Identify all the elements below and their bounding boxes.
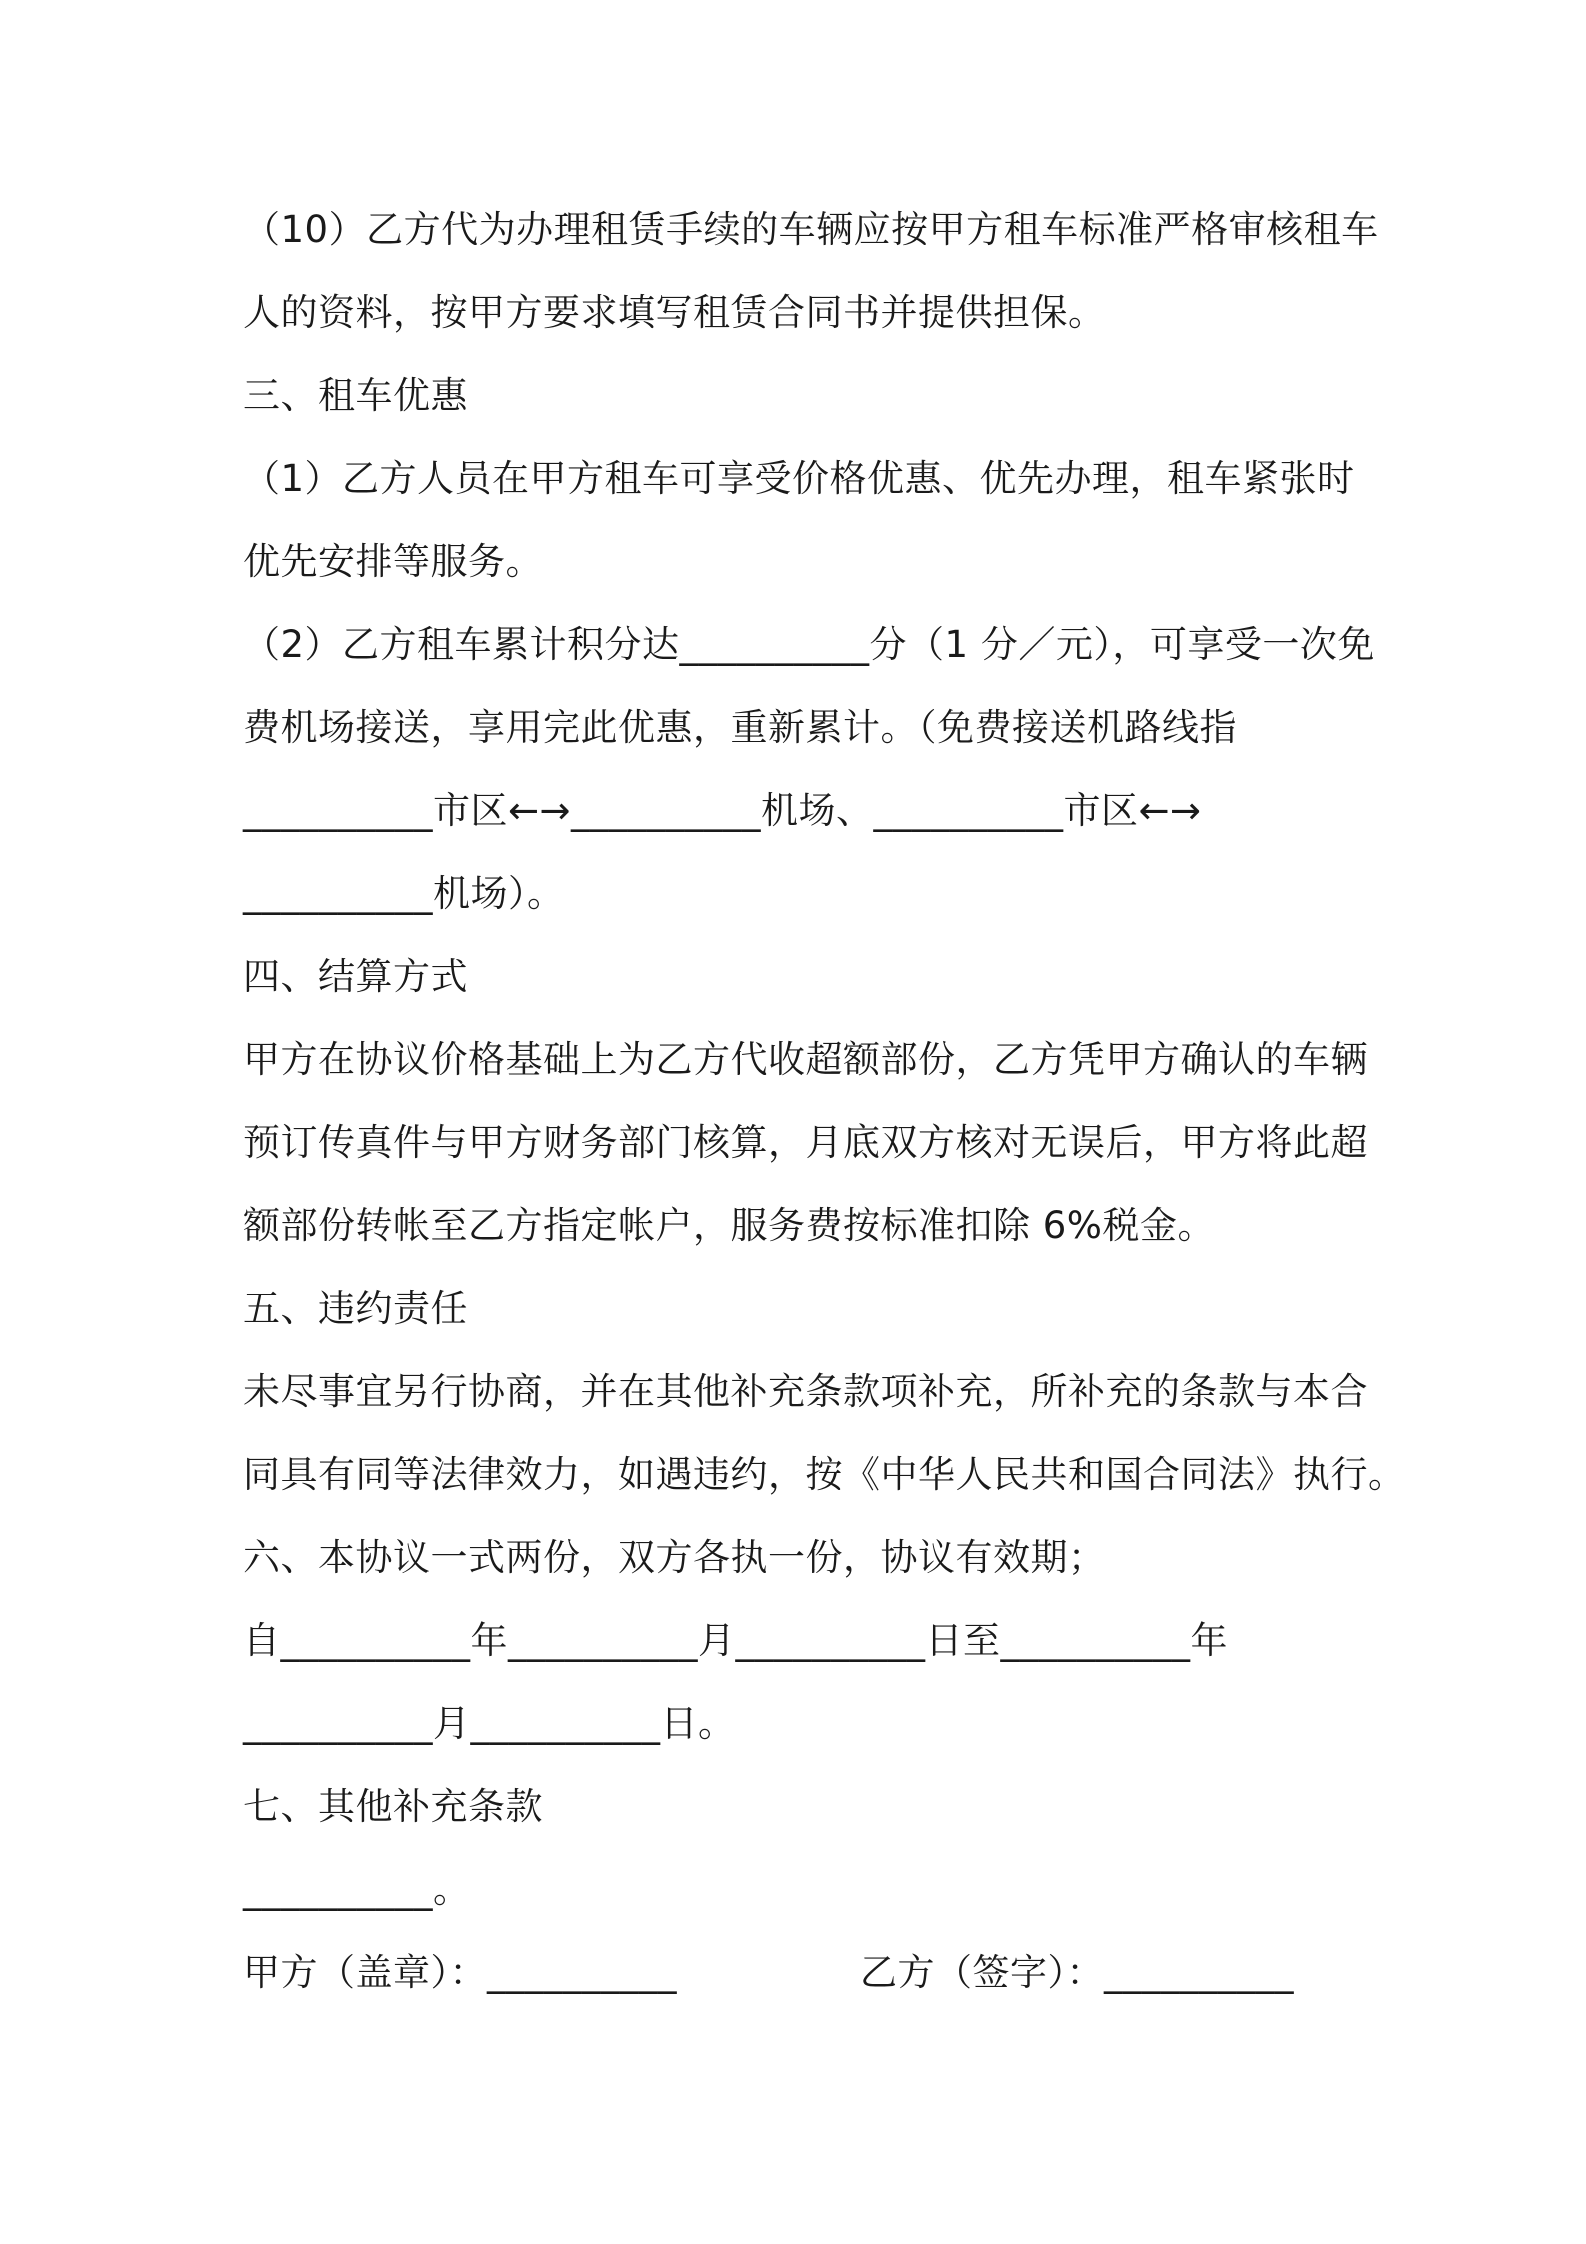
section-heading-supplementary: 七、其他补充条款 bbox=[243, 1785, 543, 1828]
settlement-line-2: 预订传真件与甲方财务部门核算，月底双方核对无误后，甲方将此超 bbox=[243, 1121, 1368, 1164]
discount-item-2-line-2: 费机场接送，享用完此优惠，重新累计。（免费接送机路线指 bbox=[243, 706, 1237, 749]
discount-item-2-line-1: （2）乙方租车累计积分达__________分（1 分／元），可享受一次免 bbox=[243, 623, 1375, 666]
party-a-seal-line: 甲方（盖章）：__________ bbox=[243, 1951, 677, 1994]
validity-period-line-2: __________月__________日。 bbox=[243, 1702, 736, 1745]
breach-line-1: 未尽事宜另行协商，并在其他补充条款项补充，所补充的条款与本合 bbox=[243, 1370, 1368, 1413]
clause-10-line-1: （10）乙方代为办理租赁手续的车辆应按甲方租车标准严格审核租车 bbox=[243, 208, 1379, 251]
supplementary-blank: __________。 bbox=[243, 1868, 471, 1911]
section-heading-rental-discount: 三、租车优惠 bbox=[243, 374, 468, 417]
settlement-line-3: 额部份转帐至乙方指定帐户，服务费按标准扣除 6%税金。 bbox=[243, 1204, 1215, 1247]
settlement-line-1: 甲方在协议价格基础上为乙方代收超额部份，乙方凭甲方确认的车辆 bbox=[243, 1038, 1368, 1081]
section-heading-settlement: 四、结算方式 bbox=[243, 955, 468, 998]
section-heading-validity: 六、本协议一式两份，双方各执一份，协议有效期； bbox=[243, 1536, 1106, 1579]
validity-period-line-1: 自__________年__________月__________日至__________年 bbox=[243, 1619, 1228, 1662]
discount-item-2-line-4: __________机场）。 bbox=[243, 872, 565, 915]
clause-10-line-2: 人的资料，按甲方要求填写租赁合同书并提供担保。 bbox=[243, 291, 1106, 334]
party-b-signature-line: 乙方（签字）：__________ bbox=[860, 1951, 1294, 1994]
section-heading-breach: 五、违约责任 bbox=[243, 1287, 468, 1330]
discount-item-1-line-2: 优先安排等服务。 bbox=[243, 540, 543, 583]
discount-item-1-line-1: （1）乙方人员在甲方租车可享受价格优惠、优先办理，租车紧张时 bbox=[243, 457, 1355, 500]
breach-line-2: 同具有同等法律效力，如遇违约，按《中华人民共和国合同法》执行。 bbox=[243, 1453, 1406, 1496]
discount-item-2-line-3: __________市区←→__________机场、__________市区←→ bbox=[243, 789, 1202, 832]
